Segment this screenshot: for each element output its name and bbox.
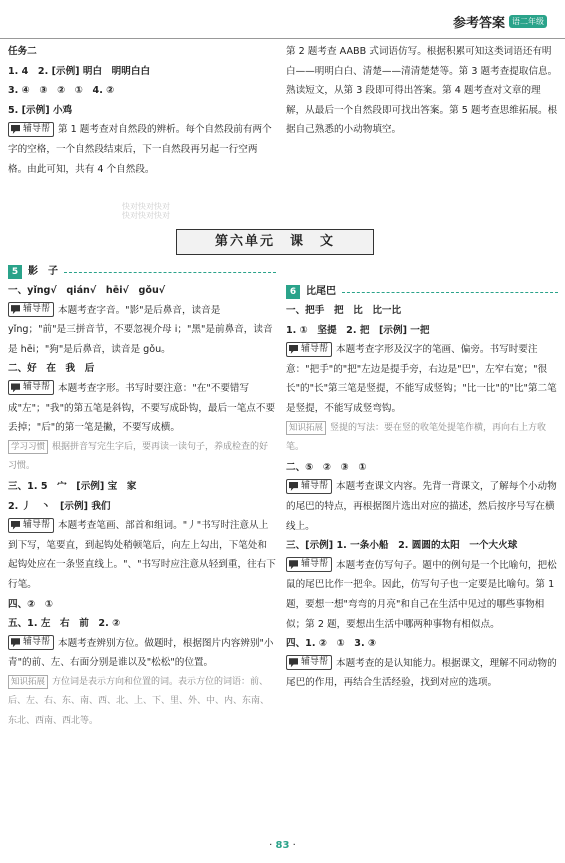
help-tag: 辅导帮 [286, 655, 332, 670]
help-paragraph [8, 516, 276, 594]
small-watermark: 快对快对快对 快对快对快对 [122, 202, 170, 220]
help-text: 本题考查笔画、部首和组词。"丿"书写时注意从上到下写，笔要直，到起钩处稍顿笔后，向左上勾出，下笔处和起钩处应在一条竖直线上。"、"书写时应注意从轻到重，往右下行笔。 [8, 520, 276, 590]
help-paragraph [286, 654, 558, 693]
help-paragraph [8, 379, 276, 438]
help-text: 第 1 题考查对自然段的辨析。每个自然段前有两个字的空格，一个自然段结束后，下一自然段再另起一行空两格。由此可知，共有 4 个自然段。 [8, 124, 272, 175]
answer-head: 三、[示例] 1. 一条小船 2. 圆圆的太阳 一个大火球 [286, 540, 518, 552]
help-tag: 辅导帮 [8, 380, 54, 395]
note-text: 根据拼音写完生字后，要再读一读句子，养成检查的好习惯。 [8, 441, 269, 472]
answer-head: 1. ① 坚提 2. 把 [示例] 一把 [286, 324, 430, 336]
header-title: 参考答案 [452, 15, 505, 31]
answer-line: 5. [示例] 小鸡 [8, 104, 73, 116]
lesson-title: 比尾巴 [306, 286, 336, 297]
answer-head: 三、1. 5 宀 [示例] 宝 家 [8, 480, 137, 492]
note-paragraph [8, 438, 276, 477]
note-paragraph [8, 673, 276, 732]
help-tag: 辅导帮 [8, 635, 54, 650]
note-text: 方位词是表示方向和位置的词。表示方位的词语：前、后、左、右、东、南、西、北、上、下、里、外、中、内、东南、东北、西南、西北等。 [8, 676, 270, 727]
help-paragraph [8, 301, 276, 360]
help-text: 本题考查课文内容。先背一背课文，了解每个小动物的尾巴的特点，再根据图片选出对应的描述，然后按序号写在横线上。 [286, 481, 557, 532]
lesson-divider [342, 292, 558, 293]
help-paragraph [8, 634, 276, 673]
answer-head: 一、把手 把 比 比一比 [286, 305, 402, 316]
answer-line: 3. ④ ③ ② ① 4. ② [8, 85, 115, 97]
header-rule [0, 38, 565, 39]
answer-head: 二、⑤ ② ③ ① [286, 461, 367, 473]
help-paragraph [286, 477, 558, 536]
help-text: 本题考查字形。书写时要注意："在"不要错写成"左"；"我"的第五笔是斜钩，不要写成卧钩，最后一笔点不要丢掉；"后"的第一笔是撇，不要写成横。 [8, 382, 276, 434]
lesson-title: 影 子 [28, 266, 58, 277]
help-tag: 辅导帮 [8, 122, 54, 137]
unit-banner: 第六单元 课 文 [176, 229, 374, 255]
lesson-number: 6 [286, 285, 300, 299]
help-tag: 辅导帮 [286, 557, 332, 572]
continued-text: 第 2 题考查 AABB 式词语仿写。根据积累可知这类词语还有明白——明明白白、清楚——清清楚楚等。第 3 题考查提取信息。熟读短文，从第 3 段即可得出答案。第 4 题考查对文章的理解，从最后一个自然段即可找出答案。第 5 题考查思维拓展。根据自己熟悉的小动物填空。 [286, 46, 558, 136]
lesson-5 [8, 263, 276, 732]
note-tag: 知识拓展 [286, 421, 326, 435]
lesson-number: 5 [8, 265, 22, 279]
help-text: 本题考查字形及汉字的笔画、偏旁。书写时要注意："把手"的"把"左边是提手旁，右边是"巴"，左窄右宽；"很长"的"长"第三笔是竖提，不能写成竖钩；"比一比"的"比"第二笔是竖提，不能写成竖弯钩。 [286, 344, 557, 414]
help-paragraph [286, 556, 558, 634]
answer-head: 一、yǐng√ qián√ hēi√ gǒu√ [8, 285, 166, 296]
answer-head: 五、1. 左 右 前 2. ② [8, 618, 121, 630]
answer-head: 二、好 在 我 后 [8, 363, 95, 375]
note-paragraph [286, 419, 558, 458]
note-text: 竖提的写法：要在竖的收笔处提笔作横，再向右上方收笔。 [286, 422, 547, 453]
help-text: 本题考查仿写句子。题中的例句是一个比喻句，把松鼠的尾巴比作一把伞。因此，仿写句子也一定要是比喻句。第 1 题，要想一想"弯弯的月亮"和自己在生活中见过的哪些事物相似；第 2 题，要想出生活中哪两种事物有相似点。 [286, 559, 557, 630]
lesson-6 [286, 283, 558, 693]
answer-head: 四、② ① [8, 598, 54, 610]
lesson-header [8, 263, 276, 281]
note-tag: 学习习惯 [8, 440, 48, 454]
help-text: 本题考查字音。"影"是后鼻音，读音是 yǐng；"前"是三拼音节，不要忽视介母 i；"黑"是前鼻音，读音是 hēi；"狗"是后鼻音，读音是 gǒu。 [8, 304, 273, 355]
help-tag: 辅导帮 [8, 518, 54, 533]
header-badge: 语二年级 [509, 15, 547, 28]
help-tag: 辅导帮 [286, 342, 332, 357]
page-header [453, 4, 547, 38]
answer-line: 1. 4 2. [示例] 明白 明明白白 [8, 65, 151, 77]
right-top-block [286, 42, 558, 140]
page-number: · 83 · [269, 840, 296, 851]
section-title: 任务二 [8, 46, 37, 57]
help-text: 本题考查的是认知能力。根据课文，理解不同动物的尾巴的作用，再结合生活经验，找到对应的选项。 [286, 657, 557, 689]
lesson-divider [64, 272, 276, 273]
help-paragraph [286, 340, 558, 418]
lesson-header [286, 283, 558, 301]
answer-head: 四、1. ② ① 3. ③ [286, 638, 377, 650]
help-text: 本题考查辨别方位。做题时，根据图片内容辨别"小青"的前、左、右面分别是谁以及"松松"的位置。 [8, 637, 274, 669]
note-tag: 知识拓展 [8, 675, 48, 689]
answer-head: 2. 丿 丶 [示例] 我们 [8, 500, 111, 512]
help-tag: 辅导帮 [286, 479, 332, 494]
left-top-block [8, 42, 276, 179]
help-tag: 辅导帮 [8, 302, 54, 317]
help-paragraph [8, 120, 276, 179]
